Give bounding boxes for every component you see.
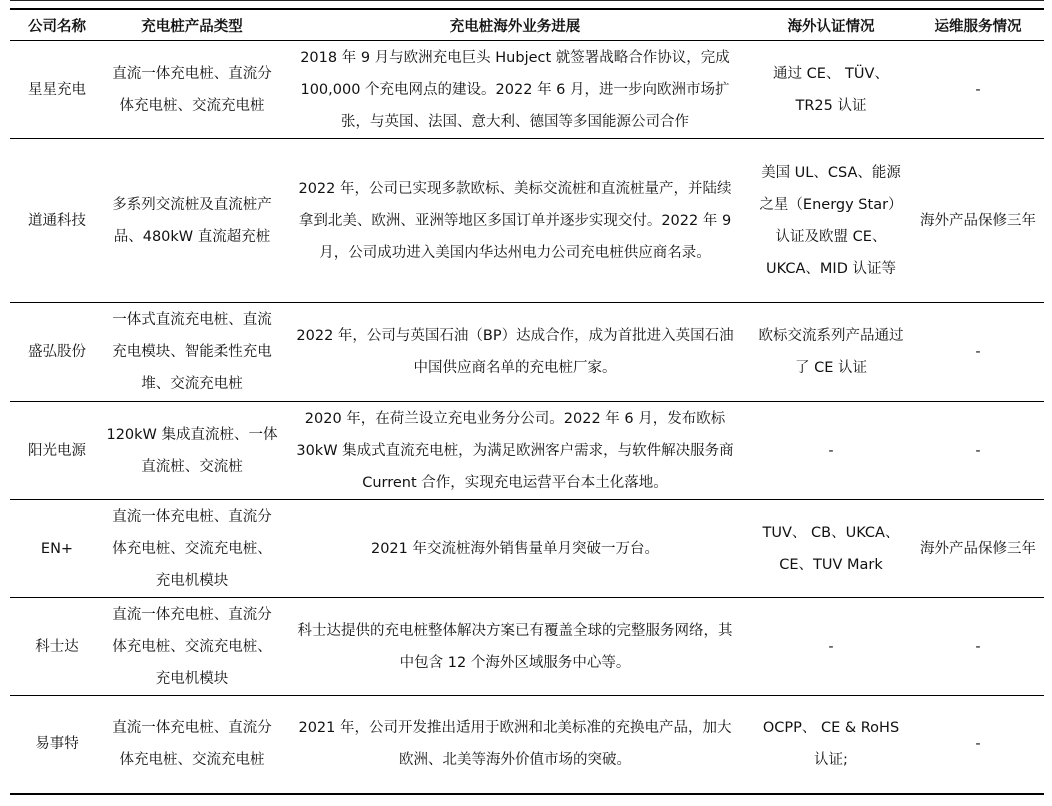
certification: - (750, 598, 912, 696)
overseas-progress: 2021 年交流桩海外销售量单月突破一万台。 (280, 500, 750, 598)
company-name: 阳光电源 (10, 402, 104, 500)
product-types: 120kW 集成直流桩、一体直流桩、交流桩 (104, 402, 280, 500)
product-types: 一体式直流充电桩、直流充电模块、智能柔性充电堆、交流充电桩 (104, 303, 280, 402)
service: - (912, 598, 1044, 696)
service: - (912, 303, 1044, 402)
overseas-progress: 2021 年，公司开发推出适用于欧洲和北美标准的充换电产品，加大欧洲、北美等海外价值市场的突破。 (280, 696, 750, 794)
certification: OCPP、 CE & RoHS 认证; (750, 696, 912, 794)
certification: 欧标交流系列产品通过了 CE 认证 (750, 303, 912, 402)
product-types: 直流一体充电桩、直流分体充电桩、交流充电桩、充电机模块 (104, 598, 280, 696)
table-row (10, 303, 1044, 402)
table-row (10, 139, 1044, 303)
company-name: 星星充电 (10, 41, 104, 139)
company-name: EN+ (10, 500, 104, 598)
table-row (10, 598, 1044, 696)
product-types: 多系列交流桩及直流桩产品、480kW 直流超充桩 (104, 139, 280, 303)
overseas-progress: 2020 年，在荷兰设立充电业务分公司。2022 年 6 月，发布欧标 30kW 集成式直流充电桩，为满足欧洲客户需求，与软件解决服务商 Current 合作，实现充电运营平台本土化落地。 (280, 402, 750, 500)
company-name: 易事特 (10, 696, 104, 794)
certification: 美国 UL、CSA、能源之星（Energy Star）认证及欧盟 CE、UKCA、MID 认证等 (750, 139, 912, 303)
service: - (912, 41, 1044, 139)
column-header-company: 公司名称 (10, 9, 104, 41)
product-types: 直流一体充电桩、直流分体充电桩、交流充电桩 (104, 696, 280, 794)
top-rule (10, 0, 1044, 1)
column-header-overseas-progress: 充电桩海外业务进展 (280, 9, 750, 41)
table-row (10, 402, 1044, 500)
service: - (912, 402, 1044, 500)
service: - (912, 696, 1044, 794)
certification: - (750, 402, 912, 500)
service: 海外产品保修三年 (912, 500, 1044, 598)
company-name: 科士达 (10, 598, 104, 696)
company-name: 盛弘股份 (10, 303, 104, 402)
service: 海外产品保修三年 (912, 139, 1044, 303)
table-row (10, 500, 1044, 598)
overseas-progress: 科士达提供的充电桩整体解决方案已有覆盖全球的完整服务网络，其中包含 12 个海外区域服务中心等。 (280, 598, 750, 696)
product-types: 直流一体充电桩、直流分体充电桩、交流充电桩 (104, 41, 280, 139)
product-types: 直流一体充电桩、直流分体充电桩、交流充电桩、充电机模块 (104, 500, 280, 598)
overseas-progress: 2022 年，公司已实现多款欧标、美标交流桩和直流桩量产，并陆续拿到北美、欧洲、亚洲等地区多国订单并逐步实现交付。2022 年 9 月，公司成功进入美国内华达州电力公司充电桩供应商名录。 (280, 139, 750, 303)
certification: 通过 CE、 TÜV、TR25 认证 (750, 41, 912, 139)
column-header-service: 运维服务情况 (912, 9, 1044, 41)
header-row (10, 9, 1044, 41)
overseas-progress: 2022 年，公司与英国石油（BP）达成合作，成为首批进入英国石油中国供应商名单的充电桩厂家。 (280, 303, 750, 402)
company-name: 道通科技 (10, 139, 104, 303)
overseas-business-table (10, 8, 1044, 795)
table-row (10, 696, 1044, 794)
column-header-product-types: 充电桩产品类型 (104, 9, 280, 41)
certification: TUV、 CB、UKCA、CE、TUV Mark (750, 500, 912, 598)
overseas-progress: 2018 年 9 月与欧洲充电巨头 Hubject 就签署战略合作协议，完成 100,000 个充电网点的建设。2022 年 6 月，进一步向欧洲市场扩张，与英国、法国、意大利、德国等多国能源公司合作 (280, 41, 750, 139)
table-row (10, 41, 1044, 139)
column-header-certification: 海外认证情况 (750, 9, 912, 41)
